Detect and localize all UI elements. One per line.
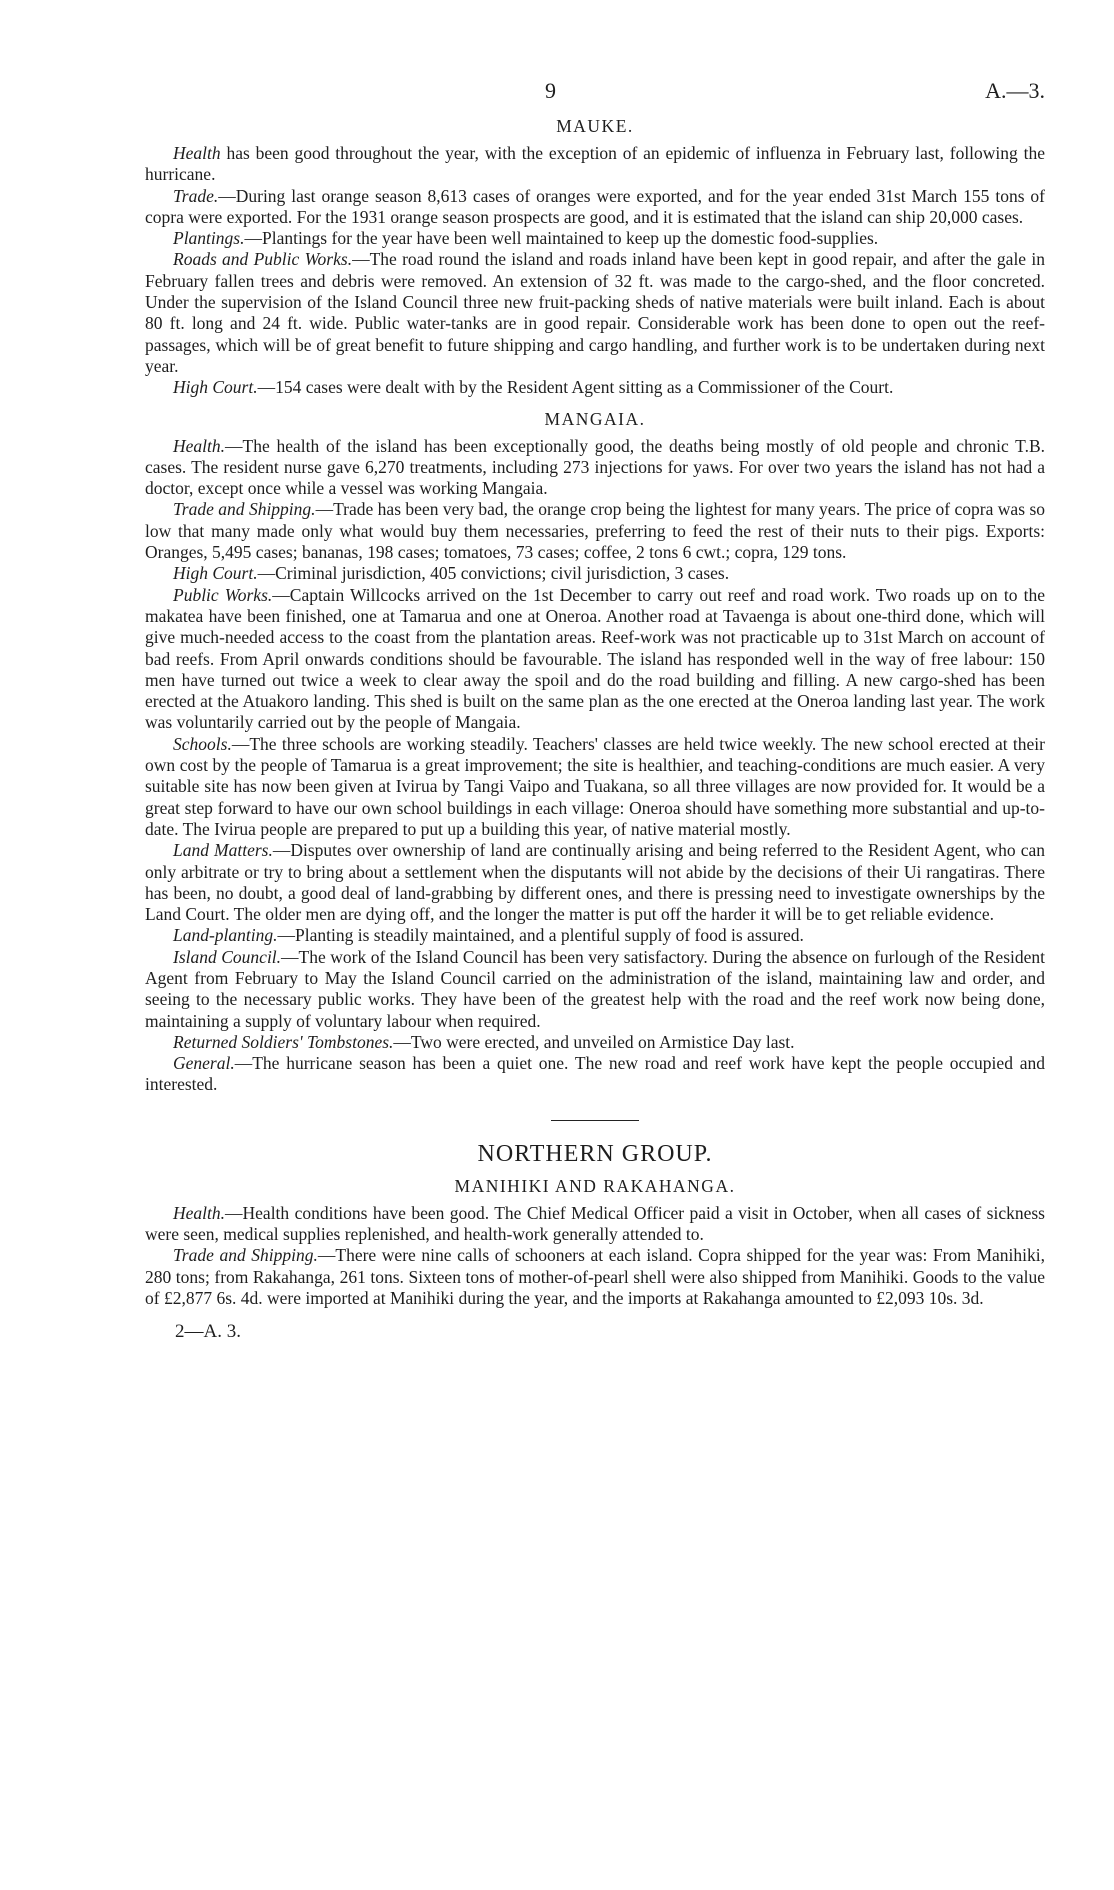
paragraph-text: —Planting is steadily maintained, and a plentiful supply of food is assured. (277, 925, 804, 946)
paragraph (145, 249, 1045, 377)
paragraph (145, 1032, 1045, 1053)
paragraph (145, 228, 1045, 249)
group-heading: NORTHERN GROUP. (477, 1140, 713, 1167)
paragraph-lead: Returned Soldiers' Tombstones. (173, 1031, 394, 1052)
paragraph (145, 840, 1045, 925)
page-header (145, 70, 1045, 110)
page-number: 9 (545, 78, 556, 103)
paragraph-text: —Trade has been very bad, the orange crop being the lightest for many years. The price of copra was so low that many made only what would buy them necessaries, preferring to feed the rest of their nuts to their pigs. Exports: Oranges, 5,495 cases; bananas, 198 cases; tomatoes, 73 cases; coffee, 2 tons 6 cwt.; copra, 129 tons. (145, 499, 1045, 563)
paragraph-lead: Health (173, 143, 221, 163)
paragraph (145, 1053, 1045, 1096)
paragraph (145, 1203, 1045, 1246)
paragraph-lead: Land Matters. (173, 840, 273, 861)
paragraph (145, 1245, 1045, 1309)
paragraph-text: —Disputes over ownership of land are continually arising and being referred to the Resident Agent, who can only arbitrate or try to bring about a settlement when the disputants will not abide by the decisions of their Ui rangatiras. There has been, no doubt, a good deal of land-grabbing by different ones, and there is pressing need to investigate ownerships by the Land Court. The older men are dying off, and the longer the matter is put off the harder it will be to get reliable evidence. (145, 840, 1045, 925)
paragraph-text: —The road round the island and roads inland have been kept in good repair, and after the gale in February fallen trees and debris were removed. An extension of 32 ft. was made to the cargo-shed, and the floor concreted. Under the supervision of the Island Council three new fruit-packing sheds of native materials were built inland. Each is about 80 ft. long and 24 ft. wide. Public water-tanks are in good repair. Considerable work has been done to open out the reef-passages, which will be of great benefit to future shipping and cargo handling, and further work is to be undertaken during next year. (145, 249, 1045, 376)
paragraph (145, 143, 1045, 186)
paragraph-lead: Health. (173, 1202, 226, 1223)
paragraph-text: —Health conditions have been good. The Chief Medical Officer paid a visit in October, when all cases of sickness were seen, medical supplies replenished, and health-work generally attended to. (145, 1202, 1045, 1245)
paragraph-lead: Public Works. (173, 584, 273, 605)
paragraph-text: —Plantings for the year have been well maintained to keep up the domestic food-supplies. (244, 228, 879, 249)
paragraph (145, 499, 1045, 563)
paragraph-text: has been good throughout the year, with the exception of an epidemic of influenza in February last, following the hurricane. (145, 143, 1045, 185)
document-reference: A.—3. (985, 78, 1045, 103)
paragraph-lead: Trade and Shipping. (173, 1245, 318, 1266)
paragraph-lead: High Court. (173, 377, 258, 398)
paragraph-lead: Schools. (173, 733, 232, 754)
paragraph (145, 436, 1045, 500)
paragraph-text: —The health of the island has been exceptionally good, the deaths being mostly of old people and chronic T.B. cases. The resident nurse gave 6,270 treatments, including 273 injections for yaws. For over two years the island has not had a doctor, except once while a vessel was working Mangaia. (145, 435, 1045, 499)
paragraph-lead: Trade. (173, 185, 219, 206)
paragraph-text: —Captain Willcocks arrived on the 1st December to carry out reef and road work. Two roads up on to the makatea have been finished, one at Tamarua and one at Oneroa. Another road at Tavaenga is about one-third done, which will give much-needed access to the coast from the plantation areas. Reef-work was not practicable up to 31st March on account of bad reefs. From April onwards conditions should be favourable. The island has responded well in the way of free labour: 150 men have turned out twice a week to clear away the spoil and do the road building and filling. A new cargo-shed has been erected at the Atuakoro landing. This shed is built on the same plan as the one erected at the Oneroa landing last year. The work was voluntarily carried out by the people of Mangaia. (145, 584, 1045, 733)
paragraph-lead: General. (173, 1053, 235, 1074)
paragraph (145, 377, 1045, 398)
paragraph (145, 925, 1045, 946)
section-heading-mangaia: MANGAIA. (544, 408, 646, 429)
paragraph-text: —Two were erected, and unveiled on Armistice Day last. (393, 1031, 795, 1052)
paragraph-lead: Trade and Shipping. (173, 499, 316, 520)
paragraph-text: —Criminal jurisdiction, 405 convictions; civil jurisdiction, 3 cases. (257, 563, 730, 584)
paragraph (145, 563, 1045, 584)
paragraph-lead: Health. (173, 435, 226, 456)
section-heading-mauke: MAUKE. (556, 116, 634, 136)
page-signature: 2—A. 3. (175, 1321, 241, 1343)
paragraph (145, 186, 1045, 229)
paragraph-text: —The work of the Island Council has been very satisfactory. During the absence on furlough of the Resident Agent from February to May the Island Council carried on the administration of the island, maintaining law and order, and seeing to the necessary public works. They have been of the greatest help with the road and the reef work now being done, maintaining a supply of voluntary labour when required. (145, 946, 1045, 1031)
section-heading-manihiki-rakahanga: MANIHIKI AND RAKAHANGA. (454, 1175, 736, 1196)
paragraph (145, 734, 1045, 840)
paragraph-text: —154 cases were dealt with by the Resident Agent sitting as a Commissioner of the Court. (257, 377, 894, 398)
paragraph-text: —The hurricane season has been a quiet one. The new road and reef work have kept the people occupied and interested. (145, 1053, 1045, 1095)
paragraph-text: —There were nine calls of schooners at each island. Copra shipped for the year was: From Manihiki, 280 tons; from Rakahanga, 261 tons. Sixteen tons of mother-of-pearl shell were also shipped from Manihiki. Goods to the value of £2,877 6s. 4d. were imported at Manihiki during the year, and the imports at Rakahanga amounted to £2,093 10s. 3d. (145, 1245, 1045, 1308)
paragraph-lead: High Court. (173, 563, 258, 584)
paragraph (145, 585, 1045, 734)
paragraph (145, 947, 1045, 1032)
paragraph-lead: Plantings. (173, 228, 245, 249)
paragraph-lead: Island Council. (173, 946, 282, 967)
paragraph-text: —During last orange season 8,613 cases of oranges were exported, and for the year ended 31st March 155 tons of copra were exported. For the 1931 orange season prospects are good, and it is estimated that the island can ship 20,000 cases. (145, 185, 1045, 227)
section-divider (551, 1120, 639, 1121)
paragraph-lead: Roads and Public Works. (173, 249, 353, 270)
document-page (145, 70, 1045, 1343)
paragraph-lead: Land-planting. (173, 925, 278, 946)
paragraph-text: —The three schools are working steadily. Teachers' classes are held twice weekly. The new school erected at their own cost by the people of Tamarua is a great improvement; the site is healthier, and teaching-conditions are much easier. A very suitable site has now been given at Ivirua by Tangi Vaipo and Tuakana, so all three villages are now provided for. It would be a great step forward to have our own school buildings in each village: Oneroa should have something more substantial and up-to-date. The Ivirua people are prepared to put up a building this year, of native material mostly. (145, 733, 1045, 839)
